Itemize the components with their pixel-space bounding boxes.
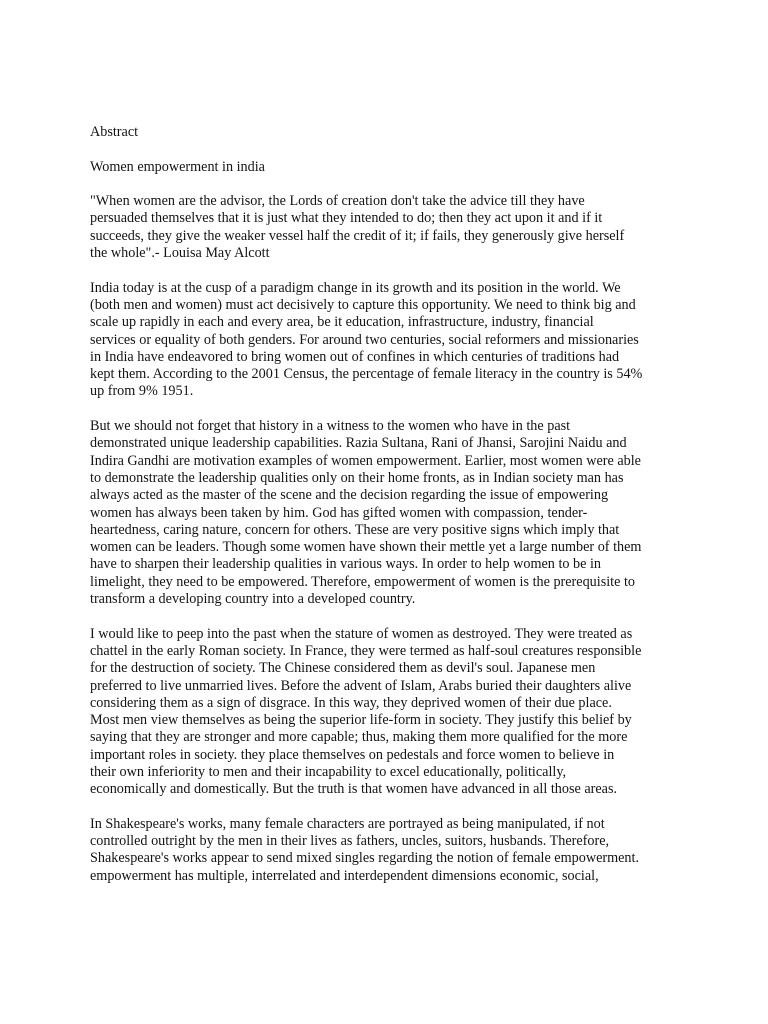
text-line: their own inferiority to men and their incapability to excel educationally, politically, <box>90 763 567 780</box>
text-line: empowerment has multiple, interrelated and interdependent dimensions economic, social, <box>90 867 599 884</box>
text-line: India today is at the cusp of a paradigm change in its growth and its position in the world. We <box>90 279 621 296</box>
text-line: scale up rapidly in each and every area, be it education, infrastructure, industry, financial <box>90 314 594 331</box>
text-line: important roles in society. they place themselves on pedestals and force women to believe in <box>90 746 615 763</box>
text-line: services or equality of both genders. For around two centuries, social reformers and missionaries <box>90 331 639 348</box>
text-line: economically and domestically. But the truth is that women have advanced in all those areas. <box>90 781 618 798</box>
text-line: controlled outright by the men in their lives as fathers, uncles, suitors, husbands. Therefore, <box>90 833 610 850</box>
document-title: Women empowerment in india <box>90 158 265 175</box>
text-line: persuaded themselves that it is just what they intended to do; then they act upon it and if it <box>90 210 603 227</box>
text-line: I would like to peep into the past when the stature of women as destroyed. They were treated as <box>90 625 633 642</box>
text-line: Most men view themselves as being the superior life-form in society. They justify this belief by <box>90 712 632 729</box>
text-line: limelight, they need to be empowered. Therefore, empowerment of women is the prerequisite to <box>90 573 635 590</box>
text-line: heartedness, caring nature, concern for others. These are very positive signs which imply that <box>90 521 620 538</box>
document-body <box>90 124 690 902</box>
paragraph <box>90 626 690 799</box>
text-line: considering them as a sign of disgrace. In this way, they deprived women of their due place. <box>90 694 612 711</box>
text-line: demonstrated unique leadership capabilities. Razia Sultana, Rani of Jhansi, Sarojini Naidu and <box>90 435 627 452</box>
text-line: kept them. According to the 2001 Census, the percentage of female literacy in the country is 54% <box>90 366 643 383</box>
text-line: chattel in the early Roman society. In France, they were termed as half-soul creatures responsible <box>90 642 642 659</box>
text-line: "When women are the advisor, the Lords of creation don't take the advice till they have <box>90 193 585 210</box>
abstract-heading: Abstract <box>90 124 139 140</box>
text-line: saying that they are stronger and more capable; thus, making them more qualified for the more <box>90 729 628 746</box>
text-line: Shakespeare's works appear to send mixed singles regarding the notion of female empowerment. <box>90 850 640 867</box>
text-line: the whole".- Louisa May Alcott <box>90 245 270 262</box>
text-line: Indira Gandhi are motivation examples of women empowerment. Earlier, most women were able <box>90 452 641 469</box>
text-line: have to sharpen their leadership qualities in various ways. In order to help women to be in <box>90 556 602 573</box>
text-line: to demonstrate the leadership qualities only on their home fronts, as in Indian society man has <box>90 469 624 486</box>
text-line: always acted as the master of the scene and the decision regarding the issue of empowering <box>90 487 609 504</box>
paragraph <box>90 280 690 401</box>
paragraph <box>90 193 690 262</box>
text-line: in India have endeavored to bring women out of confines in which centuries of traditions had <box>90 348 620 365</box>
text-line: transform a developing country into a developed country. <box>90 591 416 608</box>
text-line: for the destruction of society. The Chinese considered them as devil's soul. Japanese men <box>90 660 596 677</box>
text-line: women has always been taken by him. God has gifted women with compassion, tender- <box>90 504 588 521</box>
text-line: preferred to live unmarried lives. Before the advent of Islam, Arabs buried their daughters alive <box>90 677 632 694</box>
text-line: women can be leaders. Though some women have shown their mettle yet a large number of them <box>90 539 642 556</box>
paragraph-list <box>90 193 690 885</box>
text-line: But we should not forget that history in a witness to the women who have in the past <box>90 418 571 435</box>
text-line: succeeds, they give the weaker vessel half the credit of it; if fails, they generously give herself <box>90 227 625 244</box>
text-line: up from 9% 1951. <box>90 383 194 400</box>
paragraph <box>90 418 690 608</box>
paragraph <box>90 816 690 885</box>
text-line: (both men and women) must act decisively to capture this opportunity. We need to think big and <box>90 296 636 313</box>
text-line: In Shakespeare's works, many female characters are portrayed as being manipulated, if not <box>90 815 605 832</box>
